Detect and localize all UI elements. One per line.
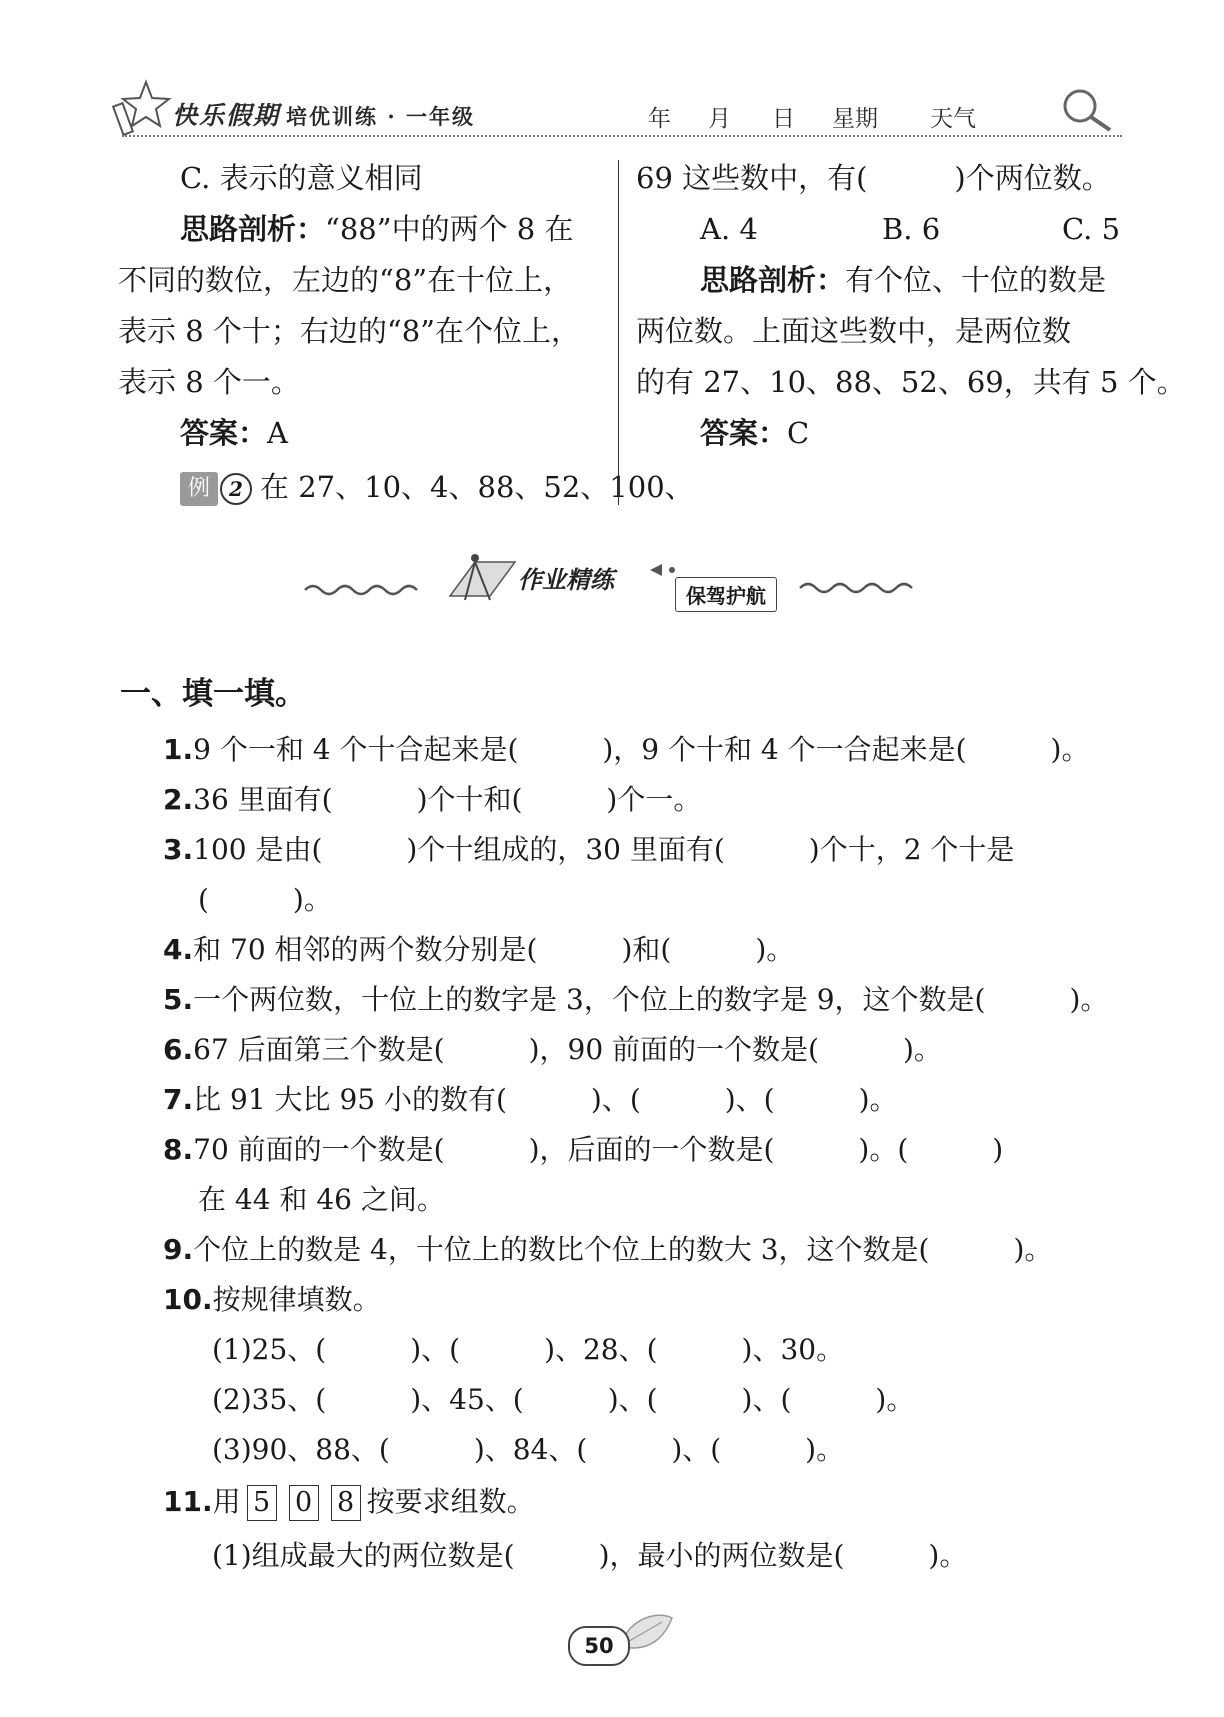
section-title: 一、填一填。	[120, 676, 306, 712]
question-text: 67 后面第三个数是( )，90 前面的一个数是( )。	[193, 1033, 942, 1066]
page-number: 50	[568, 1626, 630, 1666]
question-number: 8.	[163, 1133, 194, 1166]
question-9	[163, 1228, 1052, 1268]
digit-card: 8	[331, 1485, 361, 1521]
answer-value: C	[787, 416, 810, 450]
question-10-sub-2: (2)35、( )、45、( )、( )、( )。	[212, 1383, 915, 1416]
analysis-text-line: 表示 8 个一。	[118, 365, 300, 399]
question-text: 按规律填数。	[212, 1283, 381, 1316]
analysis-label: 思路剖析：	[180, 212, 326, 246]
question-text: 一个两位数，十位上的数字是 3，个位上的数字是 9，这个数是( )。	[193, 983, 1109, 1016]
question-8-cont: 在 44 和 46 之间。	[198, 1183, 445, 1216]
date-year-label: 年	[648, 106, 671, 132]
question-number: 7.	[163, 1083, 194, 1116]
brand-title	[172, 96, 475, 132]
page-header	[0, 0, 1224, 140]
answer-label: 答案：	[700, 416, 788, 450]
example-2-option-c: C. 5	[1062, 212, 1121, 246]
question-3	[163, 828, 1014, 868]
example-right-analysis	[700, 255, 1106, 306]
question-5	[163, 978, 1108, 1018]
answer-label: 答案：	[180, 416, 268, 450]
question-text-before: 用	[212, 1485, 241, 1518]
question-3-cont: ( )。	[198, 883, 332, 916]
question-10-sub-3: (3)90、88、( )、84、( )、( )。	[212, 1433, 845, 1466]
question-7	[163, 1078, 898, 1118]
question-text: 36 里面有( )个十和( )个一。	[193, 783, 702, 816]
question-text-after: 按要求组数。	[366, 1485, 535, 1518]
column-divider	[618, 160, 619, 505]
question-number: 2.	[163, 783, 194, 816]
question-text: 9 个一和 4 个十合起来是( )，9 个十和 4 个一合起来是( )。	[193, 733, 1090, 766]
question-number: 1.	[163, 733, 194, 766]
brand-name: 快乐假期	[172, 101, 281, 130]
digit-card: 5	[247, 1485, 277, 1521]
question-11-sub-1: (1)组成最大的两位数是( )，最小的两位数是( )。	[212, 1539, 968, 1572]
example-number: 2	[220, 473, 252, 505]
brand-subtitle: 培优训练 · 一年级	[286, 104, 475, 129]
question-10	[163, 1278, 381, 1318]
question-number: 11.	[163, 1485, 213, 1518]
example-option-c: C. 表示的意义相同	[180, 161, 423, 195]
example-text: 在 27、10、4、88、52、100、	[260, 470, 694, 504]
date-weekday-label: 星期	[832, 106, 878, 132]
analysis-text-line: 表示 8 个十；右边的“8”在个位上，	[118, 314, 580, 348]
question-number: 4.	[163, 933, 194, 966]
magnifier-icon	[1060, 86, 1116, 134]
analysis-text-line: 不同的数位，左边的“8”在十位上，	[118, 263, 573, 297]
example-left-answer	[180, 408, 288, 459]
answer-value: A	[267, 416, 288, 450]
question-text: 个位上的数是 4，十位上的数比个位上的数大 3，这个数是( )。	[193, 1233, 1053, 1266]
example-2-option-b: B. 6	[882, 212, 941, 246]
question-8	[163, 1128, 1003, 1168]
analysis-text-line: 两位数。上面这些数中，是两位数	[636, 314, 1072, 348]
question-number: 6.	[163, 1033, 194, 1066]
question-number: 3.	[163, 833, 194, 866]
date-day-label: 日	[772, 106, 795, 132]
question-10-sub-1: (1)25、( )、( )、28、( )、30。	[212, 1333, 845, 1366]
digit-card: 0	[289, 1485, 319, 1521]
example-right-answer	[700, 408, 809, 459]
question-number: 10.	[163, 1283, 213, 1316]
question-text: 70 前面的一个数是( )，后面的一个数是( )。( )	[193, 1133, 1004, 1166]
question-text: 比 91 大比 95 小的数有( )、( )、( )。	[193, 1083, 898, 1116]
banner-decoration	[300, 548, 940, 608]
question-4	[163, 928, 794, 968]
question-text: 和 70 相邻的两个数分别是( )和( )。	[193, 933, 795, 966]
analysis-text-line: 的有 27、10、88、52、69，共有 5 个。	[636, 365, 1186, 399]
date-month-label: 月	[708, 106, 731, 132]
banner-title: 作业精练	[518, 566, 614, 594]
example-left-analysis	[180, 204, 573, 255]
example-2-intro	[180, 462, 694, 513]
header-divider	[122, 135, 1122, 137]
question-6	[163, 1028, 942, 1068]
analysis-text: 有个位、十位的数是	[845, 263, 1107, 297]
question-11	[163, 1480, 535, 1521]
banner-subtitle: 保驾护航	[675, 577, 777, 612]
analysis-label: 思路剖析：	[700, 263, 846, 297]
question-number: 5.	[163, 983, 194, 1016]
question-1	[163, 728, 1089, 768]
example-2-option-a: A. 4	[700, 212, 758, 246]
example-badge: 例	[180, 472, 218, 506]
question-text: 100 是由( )个十组成的，30 里面有( )个十，2 个十是	[193, 833, 1015, 866]
example-2-question-cont: 69 这些数中，有( )个两位数。	[636, 161, 1111, 195]
date-weather-label: 天气	[930, 106, 976, 132]
analysis-text: “88”中的两个 8 在	[325, 212, 574, 246]
question-2	[163, 778, 701, 818]
question-number: 9.	[163, 1233, 194, 1266]
star-pencil-logo-icon	[112, 78, 174, 138]
